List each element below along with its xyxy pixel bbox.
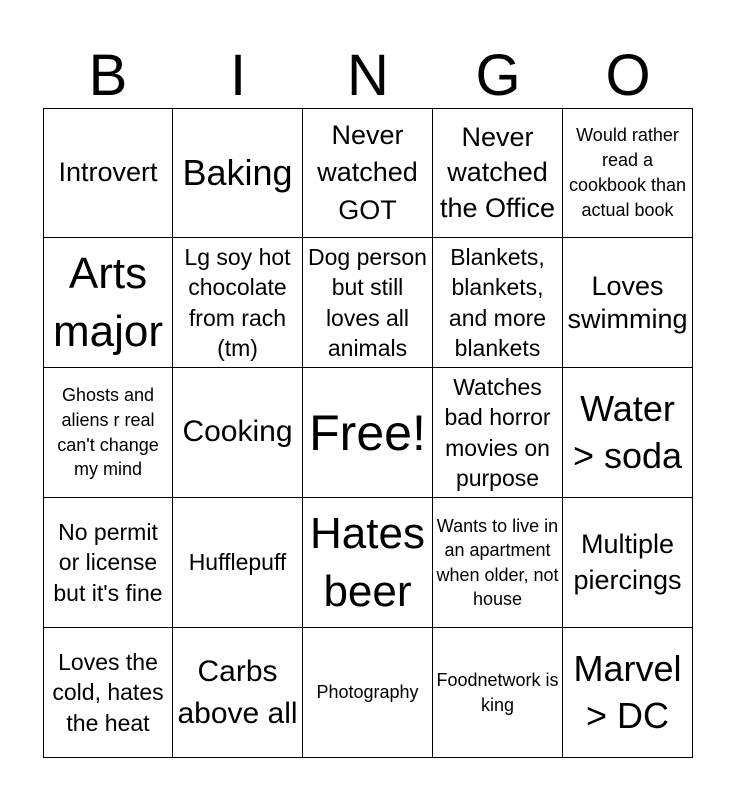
bingo-cell[interactable]: [303, 498, 433, 628]
bingo-cell[interactable]: [433, 498, 563, 628]
bingo-cell[interactable]: [563, 628, 693, 758]
cell-label: No permit or license but it's fine: [53, 518, 163, 606]
bingo-cell[interactable]: [303, 108, 433, 238]
cell-label: Loves swimming: [567, 271, 688, 334]
cell-label: Hates beer: [310, 509, 425, 616]
cell-label: Marvel > DC: [573, 647, 682, 736]
bingo-cell[interactable]: [43, 628, 173, 758]
bingo-header: [43, 42, 693, 108]
bingo-cell[interactable]: [173, 108, 303, 238]
cell-label: Loves the cold, hates the heat: [52, 648, 164, 736]
cell-label: Foodnetwork is king: [436, 669, 559, 715]
bingo-cell[interactable]: [303, 238, 433, 368]
cell-label: Ghosts and aliens r real can't change my mind: [57, 384, 159, 480]
bingo-cell[interactable]: [43, 498, 173, 628]
cell-label: Baking: [182, 151, 293, 193]
header-letter-n: N: [347, 43, 389, 108]
bingo-cell[interactable]: [563, 498, 693, 628]
cell-label: Never watched the Office: [439, 122, 556, 223]
cell-label: Lg soy hot chocolate from rach (tm): [184, 243, 291, 361]
cell-label: Blankets, blankets, and more blankets: [448, 243, 547, 361]
bingo-cell[interactable]: [43, 108, 173, 238]
cell-label: Multiple piercings: [573, 529, 682, 595]
bingo-cell[interactable]: [433, 368, 563, 498]
cell-label: Cooking: [182, 415, 293, 449]
bingo-cell[interactable]: [173, 628, 303, 758]
header-letter-i: I: [229, 43, 247, 108]
cell-label: Introvert: [58, 157, 158, 188]
cell-label: Would rather read a cookbook than actual book: [568, 125, 687, 220]
bingo-cell[interactable]: [173, 368, 303, 498]
bingo-cell[interactable]: [173, 238, 303, 368]
header-letter-o: O: [605, 43, 651, 108]
cell-label: Wants to live in an apartment when older, not house: [436, 516, 559, 609]
bingo-cell[interactable]: [43, 368, 173, 498]
cell-label: Photography: [316, 682, 419, 703]
bingo-cell[interactable]: [563, 368, 693, 498]
bingo-cell[interactable]: [43, 238, 173, 368]
cell-label: Watches bad horror movies on purpose: [444, 373, 551, 491]
cell-label: Free!: [309, 404, 426, 461]
bingo-cell[interactable]: [563, 238, 693, 368]
bingo-cell[interactable]: [303, 628, 433, 758]
bingo-board: [43, 108, 693, 758]
header-letter-g: G: [475, 43, 521, 108]
cell-label: Never watched GOT: [317, 120, 418, 225]
cell-label: Water > soda: [572, 387, 683, 476]
header-letter-b: B: [88, 43, 128, 108]
cell-label: Carbs above all: [177, 655, 298, 730]
bingo-cell[interactable]: [433, 628, 563, 758]
bingo-cell[interactable]: [433, 238, 563, 368]
bingo-cell[interactable]: [433, 108, 563, 238]
cell-label: Dog person but still loves all animals: [308, 243, 427, 361]
bingo-cell[interactable]: [303, 368, 433, 498]
bingo-cell[interactable]: [173, 498, 303, 628]
cell-label: Hufflepuff: [188, 549, 287, 576]
cell-label: Arts major: [52, 249, 164, 356]
bingo-cell[interactable]: [563, 108, 693, 238]
